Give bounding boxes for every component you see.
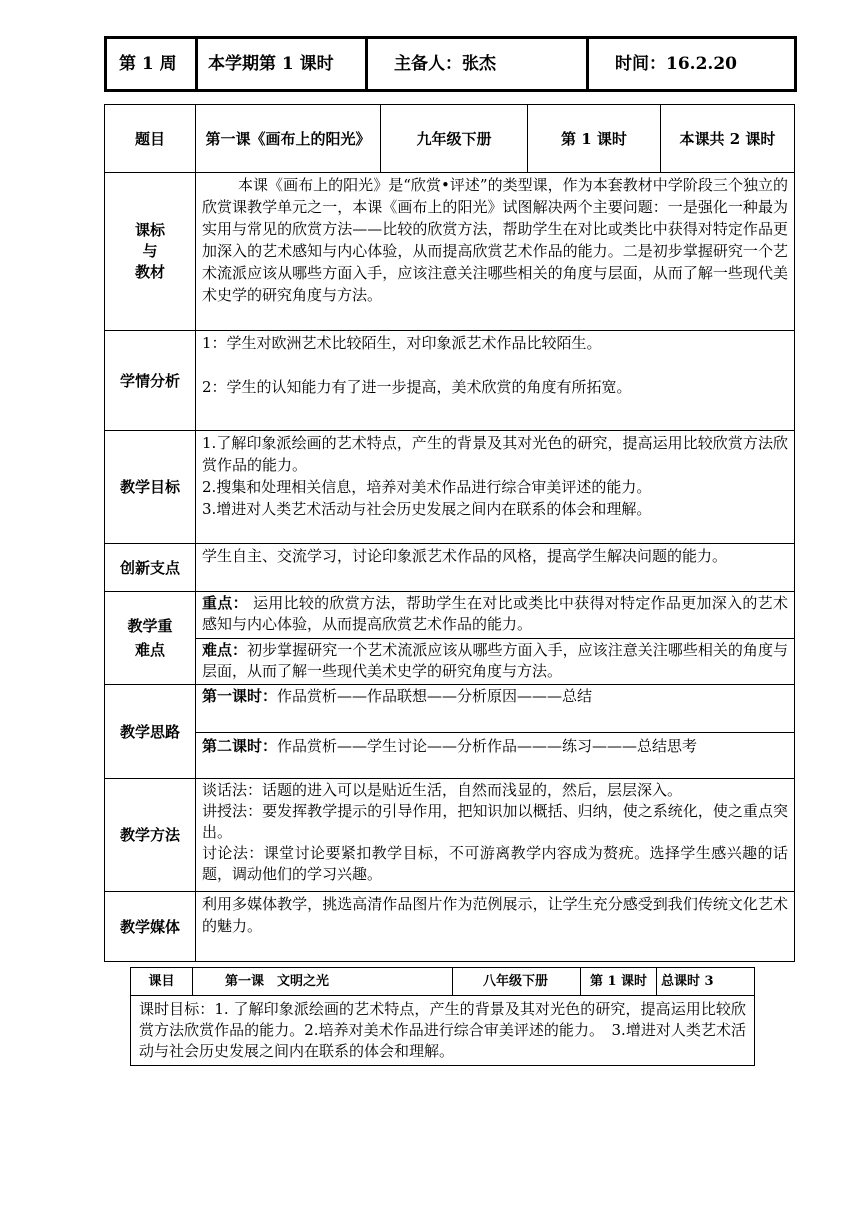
difficult-cell bbox=[196, 639, 795, 685]
approach-row-1 bbox=[105, 685, 795, 733]
curriculum-label bbox=[105, 173, 196, 331]
approach-cell-2 bbox=[196, 733, 795, 779]
lesson-plan-table bbox=[104, 104, 795, 962]
curriculum-label-2: 与 bbox=[142, 242, 158, 260]
topic-label: 题目 bbox=[105, 105, 196, 173]
week-cell bbox=[106, 38, 197, 91]
goals-item-1: 1.了解印象派绘画的艺术特点，产生的背景及其对光色的研究，提高运用比较欣赏方法欣赏作品的能力。 bbox=[202, 434, 788, 474]
approach-label: 教学思路 bbox=[105, 685, 196, 779]
preparer: 主备人：张杰 bbox=[394, 54, 496, 74]
week-label: 第 1 周 bbox=[119, 54, 177, 74]
keypoints-label bbox=[105, 592, 196, 685]
key-cell bbox=[196, 592, 795, 639]
methods-cell bbox=[196, 779, 795, 892]
approach-row-2 bbox=[105, 733, 795, 779]
curriculum-text: 本课《画布上的阳光》是“欣赏•评述”的类型课，作为本套教材中学阶段三个独立的欣赏课教学单元之一，本课《画布上的阳光》试图解决两个主要问题：一是强化一种最为实用与常见的欣赏方法——比较的欣赏方法，帮助学生在对比或类比中获得对特定作品更加深入的艺术感知与内心体验，从而提高欣赏艺术作品的能力。二是初步掌握研究一个艺术流派应该从哪些方面入手，应该注意关注哪些相关的角度与层面，从而了解一些现代美术史学的研究角度与方法。 bbox=[196, 173, 795, 331]
second-topic-row bbox=[131, 968, 755, 996]
media-row bbox=[105, 892, 795, 962]
methods-item-3: 讨论法：课堂讨论要紧扣教学目标，不可游离教学内容成为赘疣。选择学生感兴趣的话题，调动他们的学习兴趣。 bbox=[202, 844, 788, 883]
period: 第 1 课时 bbox=[528, 105, 661, 173]
date: 时间：16.2.20 bbox=[615, 54, 737, 74]
goals-item-2: 2.搜集和处理相关信息，培养对美术作品进行综合审美评述的能力。 bbox=[202, 478, 652, 496]
approach-1-text: 作品赏析——作品联想——分析原因———总结 bbox=[277, 687, 593, 705]
goals-cell bbox=[196, 431, 795, 544]
students-item-1: 1：学生对欧洲艺术比较陌生，对印象派艺术作品比较陌生。 bbox=[202, 334, 602, 352]
students-label: 学情分析 bbox=[105, 331, 196, 431]
goals-item-3: 3.增进对人类艺术活动与社会历史发展之间内在联系的体会和理解。 bbox=[202, 500, 652, 518]
second-total-periods: 总课时 3 bbox=[657, 968, 755, 996]
second-period: 第 1 课时 bbox=[581, 968, 657, 996]
second-lesson-table bbox=[130, 967, 755, 1066]
keypoints-label-1: 教学重 bbox=[127, 617, 173, 635]
topic-row bbox=[105, 105, 795, 173]
key-row bbox=[105, 592, 795, 639]
innovation-text: 学生自主、交流学习，讨论印象派艺术作品的风格，提高学生解决问题的能力。 bbox=[196, 544, 795, 592]
difficult-row bbox=[105, 639, 795, 685]
approach-2-text: 作品赏析——学生讨论——分析作品———练习———总结思考 bbox=[277, 737, 698, 755]
header-table bbox=[104, 36, 797, 92]
curriculum-label-1: 课标 bbox=[134, 221, 165, 239]
curriculum-row bbox=[105, 173, 795, 331]
preparer-cell bbox=[367, 38, 588, 91]
curriculum-label-3: 教材 bbox=[134, 263, 165, 281]
keypoints-label-2: 难点 bbox=[134, 641, 165, 659]
approach-1-label: 第一课时： bbox=[202, 687, 278, 705]
grade: 九年级下册 bbox=[381, 105, 528, 173]
second-goals-row bbox=[131, 996, 755, 1066]
second-topic-title: 第一课 文明之光 bbox=[193, 968, 453, 996]
media-text: 利用多媒体教学，挑选高清作品图片作为范例展示，让学生充分感受到我们传统文化艺术的魅力。 bbox=[196, 892, 795, 962]
lesson-cell bbox=[197, 38, 367, 91]
difficult-text: 初步掌握研究一个艺术流派应该从哪些方面入手，应该注意关注哪些相关的角度与层面，从而了解一些现代美术史学的研究角度与方法。 bbox=[202, 641, 788, 680]
methods-item-2: 讲授法：要发挥教学提示的引导作用，把知识加以概括、归纳，使之系统化，使之重点突出。 bbox=[202, 802, 788, 841]
approach-cell-1 bbox=[196, 685, 795, 733]
innovation-row bbox=[105, 544, 795, 592]
date-cell bbox=[588, 38, 796, 91]
topic-title: 第一课《画布上的阳光》 bbox=[196, 105, 381, 173]
media-label: 教学媒体 bbox=[105, 892, 196, 962]
key-text: 运用比较的欣赏方法，帮助学生在对比或类比中获得对特定作品更加深入的艺术感知与内心体验，从而提高欣赏艺术作品的能力。 bbox=[202, 594, 788, 633]
second-goals-text: 课时目标：1. 了解印象派绘画的艺术特点，产生的背景及其对光色的研究，提高运用比较欣赏方法欣赏作品的能力。2.培养对美术作品进行综合审美评述的能力。 3.增进对人类艺术活动与社会历史发展之间内在联系的体会和理解。 bbox=[131, 996, 755, 1066]
students-row bbox=[105, 331, 795, 431]
goals-row bbox=[105, 431, 795, 544]
difficult-label: 难点： bbox=[202, 641, 248, 659]
innovation-label: 创新支点 bbox=[105, 544, 196, 592]
goals-label: 教学目标 bbox=[105, 431, 196, 544]
students-cell bbox=[196, 331, 795, 431]
lesson-of-term: 本学期第 1 课时 bbox=[208, 54, 334, 74]
key-label: 重点： bbox=[202, 594, 248, 612]
methods-item-1: 谈话法：话题的进入可以是贴近生活，自然而浅显的，然后，层层深入。 bbox=[202, 781, 683, 799]
total-periods: 本课共 2 课时 bbox=[661, 105, 795, 173]
students-item-2: 2：学生的认知能力有了进一步提高，美术欣赏的角度有所拓宽。 bbox=[202, 378, 632, 396]
methods-row bbox=[105, 779, 795, 892]
second-grade: 八年级下册 bbox=[453, 968, 581, 996]
approach-2-label: 第二课时： bbox=[202, 737, 278, 755]
second-topic-label: 课目 bbox=[131, 968, 193, 996]
methods-label: 教学方法 bbox=[105, 779, 196, 892]
